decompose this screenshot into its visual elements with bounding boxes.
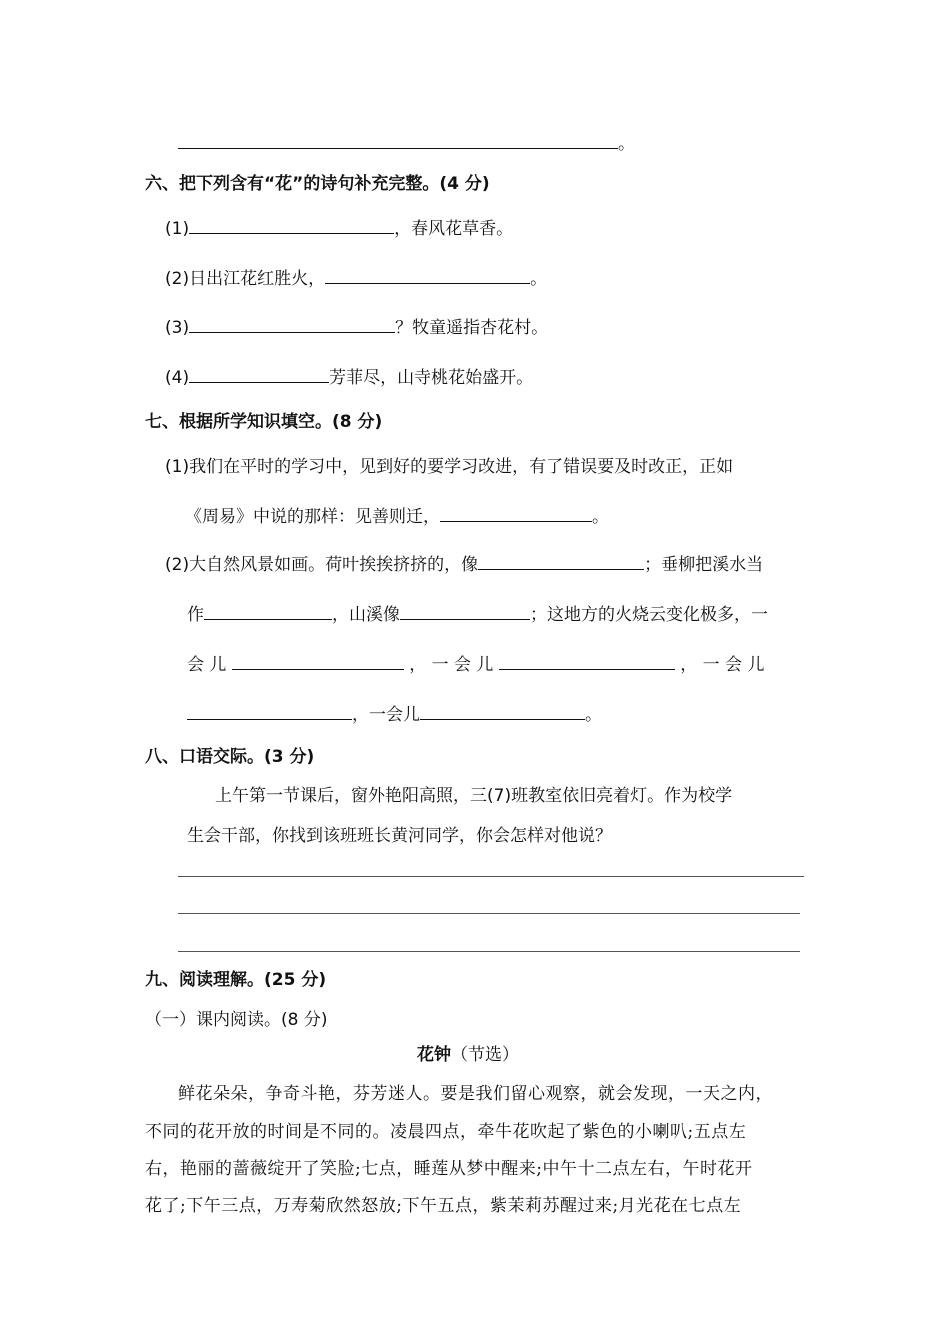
answer-blank[interactable] (440, 505, 592, 522)
answer-blank[interactable] (400, 603, 530, 620)
writing-line[interactable] (178, 951, 800, 952)
answer-blank[interactable] (189, 316, 395, 333)
writing-line[interactable] (178, 913, 800, 914)
answer-blank[interactable] (478, 553, 644, 570)
s7-q2-line2: 作 ，山溪像 ；这地方的火烧云变化极多，一 (187, 605, 768, 625)
section-6-title: 六、把下列含有“花”的诗句补充完整。(4 分) (145, 174, 490, 194)
s7-q2-line4: ，一会儿 。 (187, 703, 602, 727)
answer-blank[interactable] (189, 366, 329, 383)
section-7-title: 七、根据所学知识填空。(8 分) (145, 412, 383, 432)
answer-blank[interactable] (325, 267, 530, 284)
answer-blank[interactable] (189, 217, 394, 234)
s6-question-4: (4) 芳菲尽，山寺桃花始盛开。 (165, 368, 534, 388)
section-8-title: 八、口语交际。(3 分) (145, 747, 315, 767)
s7-q2-line3: 会 儿 ， 一 会 儿 ， 一 会 儿 (187, 655, 765, 675)
answer-blank[interactable] (499, 653, 675, 670)
section-9-title: 九、阅读理解。(25 分) (145, 970, 327, 990)
writing-line[interactable] (178, 876, 804, 877)
passage-line-2: 不同的花开放的时间是不同的。凌晨四点，牵牛花吹起了紫色的小喇叭;五点左 (145, 1122, 747, 1142)
s7-q1-line1: (1)我们在平时的学习中，见到好的要学习改进，有了错误要及时改正，正如 (165, 457, 734, 477)
passage-line-1: 鲜花朵朵，争奇斗艳，芬芳迷人。要是我们留心观察，就会发现，一天之内， (178, 1084, 773, 1104)
answer-blank[interactable] (204, 603, 332, 620)
s7-q1-line2: 《周易》中说的那样：见善则迁， 。 (185, 507, 609, 527)
s6-question-1: (1) ，春风花草香。 (165, 219, 514, 239)
s7-q2-line1: (2)大自然风景如画。荷叶挨挨挤挤的，像 ；垂柳把溪水当 (165, 555, 764, 575)
answer-blank[interactable] (232, 653, 404, 670)
passage-title: 花钟（节选） (417, 1045, 519, 1065)
s6-question-3: (3) ？牧童遥指杏花村。 (165, 318, 549, 338)
s8-prompt-line1: 上午第一节课后，窗外艳阳高照，三(7)班教室依旧亮着灯。作为校学 (215, 786, 733, 806)
passage-line-4: 花了;下午三点，万寿菊欣然怒放;下午五点，紫茉莉苏醒过来;月光花在七点左 (145, 1196, 742, 1216)
top-answer-line: 。 (178, 132, 635, 156)
answer-blank[interactable] (187, 703, 352, 720)
s9-subsection: （一）课内阅读。(8 分) (145, 1010, 328, 1030)
answer-blank[interactable] (178, 132, 618, 149)
s6-question-2: (2)日出江花红胜火， 。 (165, 269, 548, 289)
passage-line-3: 右，艳丽的蔷薇绽开了笑脸;七点，睡莲从梦中醒来;中午十二点左右，午时花开 (145, 1159, 753, 1179)
answer-blank[interactable] (420, 703, 585, 720)
s8-prompt-line2: 生会干部，你找到该班班长黄河同学，你会怎样对他说？ (187, 826, 612, 846)
